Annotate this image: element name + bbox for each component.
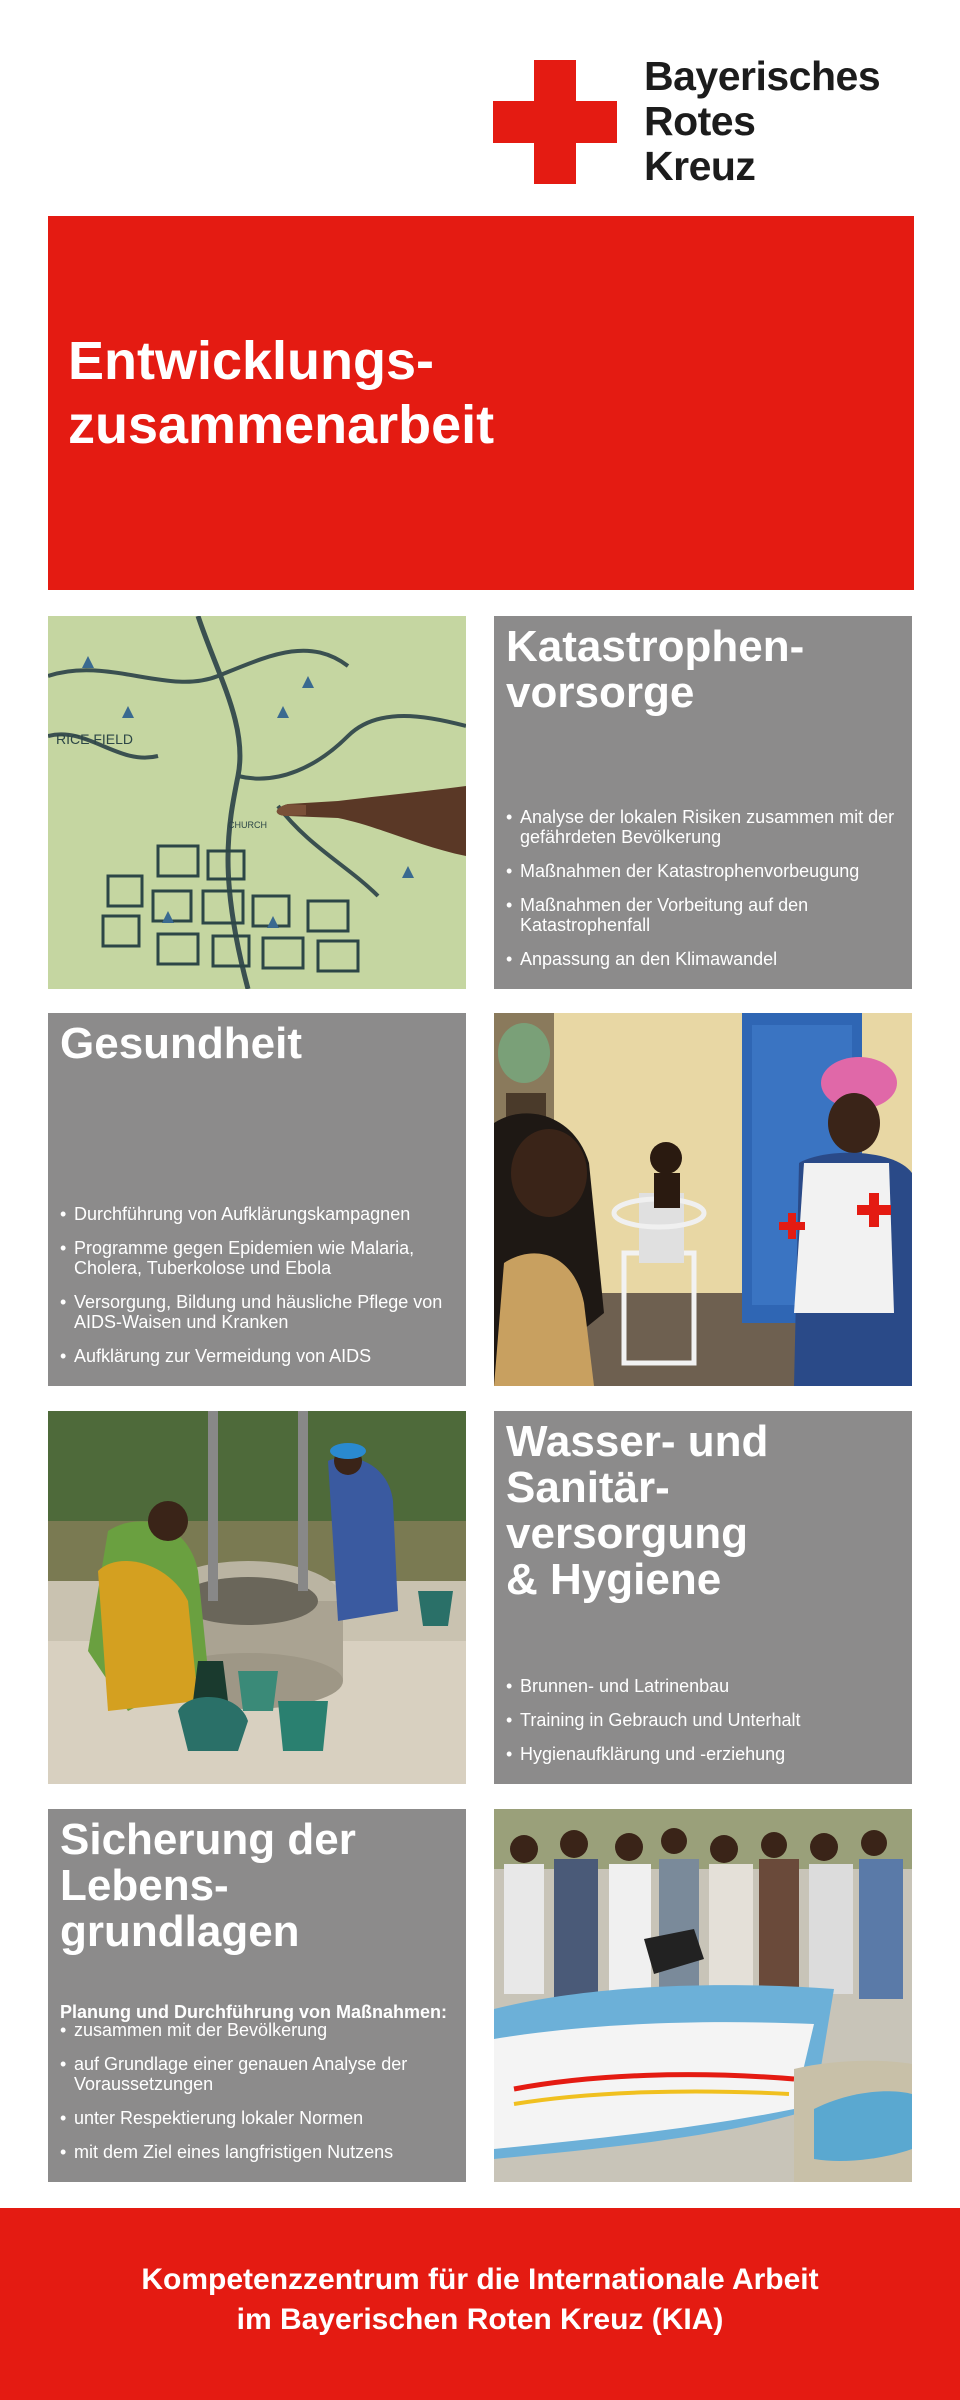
logo-line-2: Rotes bbox=[644, 98, 756, 144]
list-item-text: Training in Gebrauch und Unterhalt bbox=[520, 1710, 801, 1730]
sicherung-panel bbox=[48, 1809, 466, 2182]
list-item: • Programme gegen Epidemien wie Malaria, Cholera, Tuberkolose und Ebola bbox=[60, 1238, 415, 1278]
sicherung-lead: Planung und Durchführung von Maßnahmen: bbox=[60, 2002, 447, 2022]
wasser-list bbox=[506, 1676, 902, 1778]
red-cross-icon bbox=[493, 60, 617, 184]
sicherung-title-line-3: grundlagen bbox=[60, 1907, 300, 1956]
wasser-panel bbox=[494, 1411, 912, 1784]
gesundheit-list bbox=[60, 1204, 456, 1380]
list-item-text: Durchführung von Aufklärungskampagnen bbox=[74, 1204, 411, 1224]
sicherung-title-line-2: Lebens- bbox=[60, 1861, 229, 1910]
list-item-text: Programme gegen Epidemien wie Malaria, Cholera, Tuberkolose und Ebola bbox=[74, 1238, 415, 1278]
page-title bbox=[68, 329, 494, 457]
list-item: • Maßnahmen der Vorbeitung auf den Katastrophenfall bbox=[506, 895, 809, 935]
katastrophenvorsorge-title-line-1: Katastrophen- bbox=[506, 622, 805, 671]
wasser-title-line-3: versorgung bbox=[506, 1509, 749, 1558]
katastrophenvorsorge-title-line-2: vorsorge bbox=[506, 668, 695, 717]
list-item: • Training in Gebrauch und Unterhalt bbox=[506, 1710, 801, 1730]
list-item-text: zusammen mit der Bevölkerung bbox=[74, 2020, 328, 2040]
sicherung-list bbox=[60, 2020, 456, 2176]
katastrophenvorsorge-panel bbox=[494, 616, 912, 989]
logo-wordmark bbox=[644, 54, 880, 189]
list-item-text: Aufklärung zur Vermeidung von AIDS bbox=[74, 1346, 372, 1366]
wasser-title-line-1: Wasser- und bbox=[506, 1417, 769, 1466]
footer-line-2: im Bayerischen Roten Kreuz (KIA) bbox=[236, 2303, 724, 2336]
list-item-text: Anpassung an den Klimawandel bbox=[520, 949, 778, 969]
map-label-field: RICE FIELD bbox=[56, 731, 134, 747]
wasser-title-line-2: Sanitär- bbox=[506, 1463, 670, 1512]
list-item-text: Brunnen- und Latrinenbau bbox=[520, 1676, 730, 1696]
health-photo bbox=[494, 1013, 912, 1386]
map-photo bbox=[48, 616, 466, 989]
list-item-text: Maßnahmen der Katastrophenvorbeugung bbox=[520, 861, 860, 881]
list-item: • Maßnahmen der Katastrophenvorbeugung bbox=[506, 861, 860, 881]
map-label-church: CHURCH bbox=[228, 820, 267, 830]
logo-line-1: Bayerisches bbox=[644, 53, 881, 99]
list-item: • Anpassung an den Klimawandel bbox=[506, 949, 778, 969]
list-item: • unter Respektierung lokaler Normen bbox=[60, 2108, 364, 2128]
list-item: • Hygienaufklärung und -erziehung bbox=[506, 1744, 786, 1764]
well-photo bbox=[48, 1411, 466, 1784]
list-item-text: Analyse der lokalen Risiken zusammen mit der gefährdeten Bevölkerung bbox=[520, 807, 895, 847]
list-item: • auf Grundlage einer genauen Analyse der Voraussetzungen bbox=[60, 2054, 408, 2094]
list-item: • Durchführung von Aufklärungskampagnen bbox=[60, 1204, 411, 1224]
list-item: • Versorgung, Bildung und häusliche Pflege von AIDS-Waisen und Kranken bbox=[60, 1292, 443, 1332]
page-title-line-2: zusammenarbeit bbox=[68, 395, 495, 455]
sicherung-title-line-1: Sicherung der bbox=[60, 1815, 356, 1864]
katastrophenvorsorge-title bbox=[506, 624, 804, 716]
sicherung-title bbox=[60, 1817, 356, 1955]
gesundheit-panel bbox=[48, 1013, 466, 1386]
list-item: • Brunnen- und Latrinenbau bbox=[506, 1676, 730, 1696]
list-item: • mit dem Ziel eines langfristigen Nutzens bbox=[60, 2142, 394, 2162]
gesundheit-title: Gesundheit bbox=[60, 1019, 303, 1068]
brk-logo bbox=[493, 53, 915, 189]
list-item-text: Versorgung, Bildung und häusliche Pflege von AIDS-Waisen und Kranken bbox=[74, 1292, 443, 1332]
katastrophenvorsorge-list bbox=[506, 807, 902, 983]
page-title-line-1: Entwicklungs- bbox=[68, 331, 435, 391]
footer-banner bbox=[0, 2208, 960, 2400]
logo-line-3: Kreuz bbox=[644, 143, 756, 189]
list-item-text: Maßnahmen der Vorbeitung auf den Katastrophenfall bbox=[520, 895, 809, 935]
list-item-text: mit dem Ziel eines langfristigen Nutzens bbox=[74, 2142, 394, 2162]
boat-photo bbox=[494, 1809, 912, 2182]
list-item: • Analyse der lokalen Risiken zusammen mit der gefährdeten Bevölkerung bbox=[506, 807, 895, 847]
list-item-text: auf Grundlage einer genauen Analyse der Voraussetzungen bbox=[74, 2054, 408, 2094]
wasser-title-line-4: & Hygiene bbox=[506, 1555, 722, 1604]
wasser-title bbox=[506, 1419, 768, 1603]
title-banner bbox=[48, 216, 914, 590]
footer-line-1: Kompetenzzentrum für die Internationale Arbeit bbox=[141, 2263, 819, 2296]
list-item: • zusammen mit der Bevölkerung bbox=[60, 2020, 328, 2040]
list-item-text: Hygienaufklärung und -erziehung bbox=[520, 1744, 786, 1764]
list-item: • Aufklärung zur Vermeidung von AIDS bbox=[60, 1346, 372, 1366]
list-item-text: unter Respektierung lokaler Normen bbox=[74, 2108, 364, 2128]
